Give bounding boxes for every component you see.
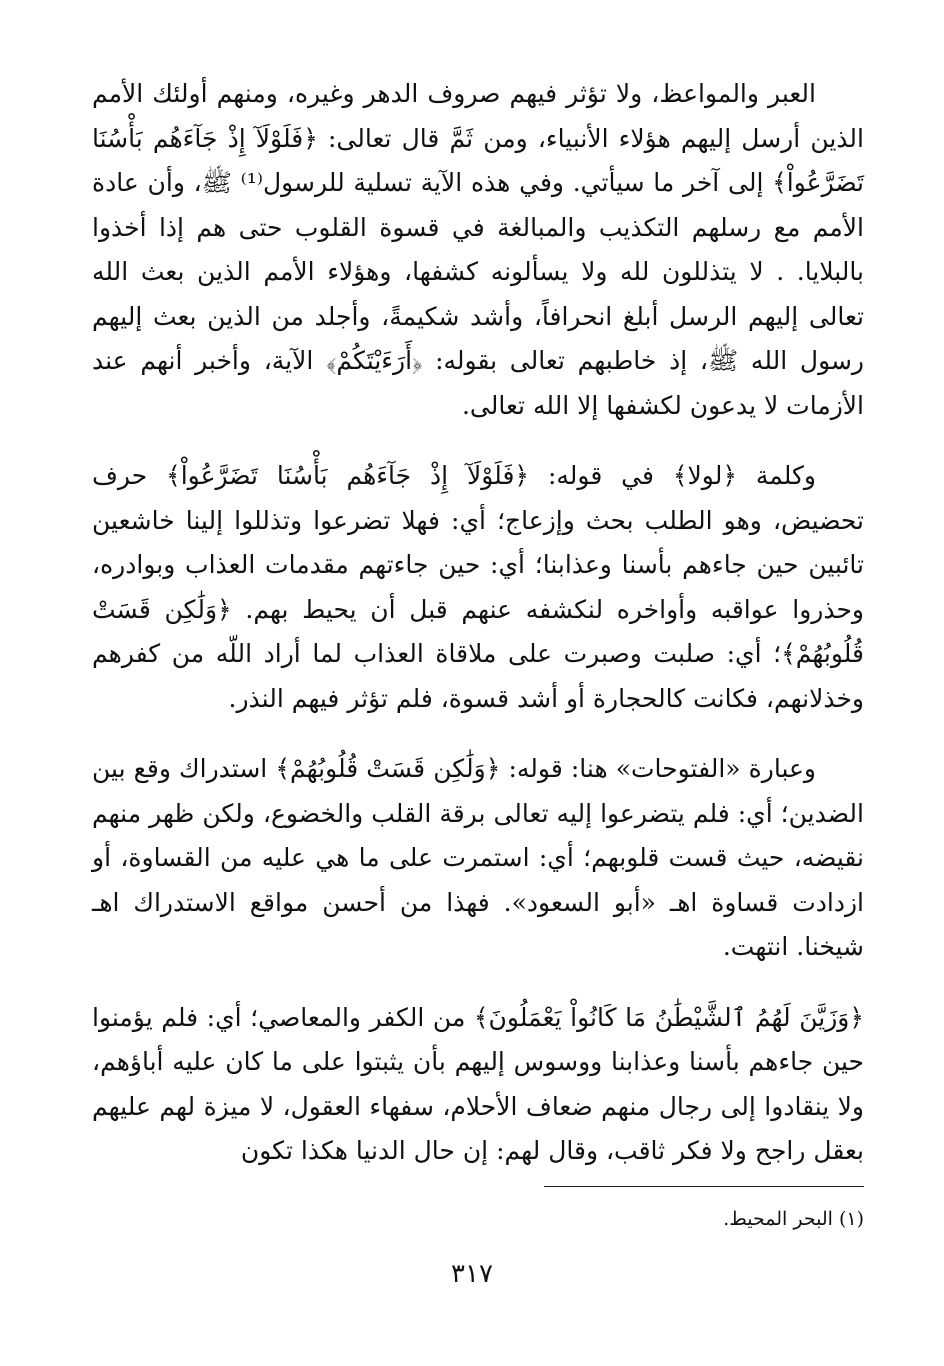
footnote: (١) البحر المحيط. [723, 1208, 864, 1230]
paragraph-1: العبر والمواعظ، ولا تؤثر فيهم صروف الدهر وغيره، ومنهم أولئك الأمم الذين أرسل إليهم هؤلاء الأنبياء، ومن ثَمَّ قال تعالى: ﴿فَلَوْلَآ إِذْ جَآءَهُم بَأْسُنَا تَضَرَّعُواْ﴾ إلى آخر ما سيأتي. وفي هذه الآية تسلية للرسول⁽¹⁾ ﷺ، وأن عادة الأمم مع رسلهم التكذيب والمبالغة في قسوة القلوب حتى هم إذا أخذوا بالبلايا. . لا يتذللون لله ولا يسألونه كشفها، وهؤلاء الأمم الذين بعث الله تعالى إليهم الرسل أبلغ انحرافاً، وأشد شكيمةً، وأجلد من الذين بعث إليهم رسول الله ﷺ، إذ خاطبهم تعالى بقوله: ﴿أَرَءَيْتَكُمْ﴾ الآية، وأخبر أنهم عند الأزمات لا يدعون لكشفها إلا الله تعالى. [92, 79, 864, 420]
page-body [92, 72, 864, 1174]
paragraph-4: ﴿وَزَيَّنَ لَهُمُ ٱلشَّيْطَٰنُ مَا كَانُواْ يَعْمَلُونَ﴾ من الكفر والمعاصي؛ أي: فلم يؤمنوا حين جاءهم بأسنا وعذابنا ووسوس إليهم بأن يثبتوا على ما كان عليه أباؤهم، ولا ينقادوا إلى رجال منهم ضعاف الأحلام، سفهاء العقول، لا ميزة لهم عليهم بعقل راجح ولا فكر ثاقب، وقال لهم: إن حال الدنيا هكذا تكون [92, 1002, 864, 1165]
paragraph-gap [92, 970, 864, 996]
paragraph-gap [92, 428, 864, 454]
paragraph-2: وكلمة ﴿لولا﴾ في قوله: ﴿فَلَوْلَآ إِذْ جَآءَهُم بَأْسُنَا تَضَرَّعُواْ﴾ حرف تحضيض، وهو الطلب بحث وإزعاج؛ أي: فهلا تضرعوا وتذللوا إلينا خاشعين تائبين حين جاءهم بأسنا وعذابنا؛ أي: حين جاءتهم مقدمات العذاب وبوادره، وحذروا عواقبه وأواخره لنكشفه عنهم قبل أن يحيط بهم. ﴿وَلَٰكِن قَسَتْ قُلُوبُهُمْ﴾؛ أي: صلبت وصبرت على ملاقاة العذاب لما أراد اللّه من كفرهم وخذلانهم، فكانت كالحجارة أو أشد قسوة، فلم تؤثر فيهم النذر. [92, 461, 864, 713]
paragraph-gap [92, 721, 864, 747]
paragraph-3: وعبارة «الفتوحات» هنا: قوله: ﴿وَلَٰكِن قَسَتْ قُلُوبُهُمْ﴾ استدراك وقع بين الضدين؛ أي: فلم يتضرعوا إليه تعالى برقة القلب والخضوع، ولكن ظهر منهم نقيضه، حيث قست قلوبهم؛ أي: استمرت على ما هي عليه من القساوة، أو ازدادت قساوة اهـ «أبو السعود». فهذا من أحسن مواقع الاستدراك اهـ شيخنا. انتهت. [92, 754, 864, 961]
page-number: ٣١٧ [451, 1259, 493, 1289]
footnote-divider [544, 1186, 864, 1187]
